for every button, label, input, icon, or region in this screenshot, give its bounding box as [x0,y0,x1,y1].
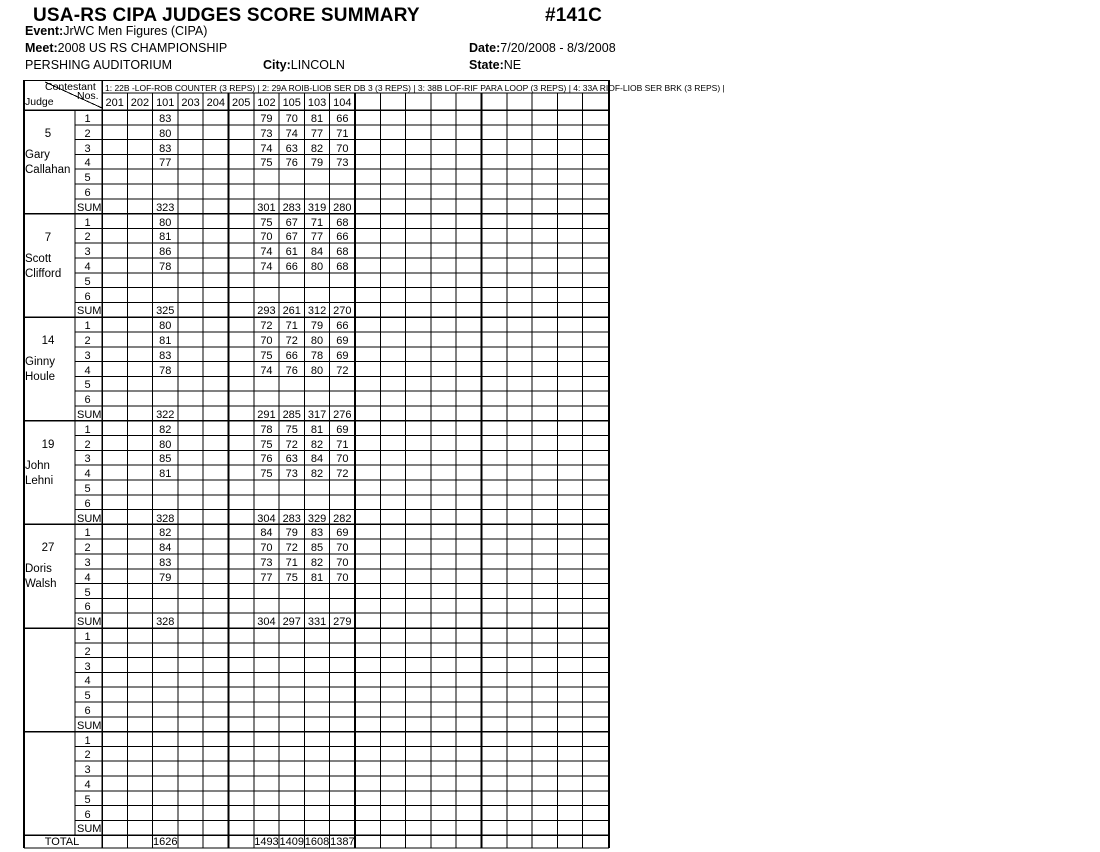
judge-number: 27 [41,542,55,555]
score-cell: 83 [159,114,172,125]
score-cell: 82 [310,439,324,451]
judge-last-name: Walsh [25,578,57,591]
score-cell: 80 [159,321,172,333]
figure-row-label: 5 [84,276,91,288]
score-cell: 71 [285,321,298,333]
score-cell: 69 [336,528,349,540]
figure-row-label: 4 [84,676,91,688]
sum-score-cell: 319 [307,202,327,214]
score-cell: 79 [310,321,324,333]
score-cell: 75 [285,572,298,584]
total-score-cell: 1626 [153,837,178,849]
score-cell: 75 [260,158,273,170]
figure-row-label: 3 [84,350,91,362]
score-cell: 73 [285,469,298,481]
sheet-title: USA-RS CIPA JUDGES SCORE SUMMARY [33,5,420,26]
judge-first-name: Ginny [25,356,56,369]
judge-number: 5 [44,128,52,140]
judge-first-name: Doris [25,563,52,576]
score-cell: 77 [159,158,172,170]
figure-row-label: 6 [84,809,91,821]
score-cell: 77 [260,572,273,584]
score-cell: 63 [285,454,298,466]
total-score-cell: 1387 [330,837,355,849]
figure-row-label: 2 [84,336,91,347]
sum-score-cell: 323 [156,202,175,214]
score-cell: 84 [159,543,172,555]
figure-row-label: 2 [84,128,91,140]
sum-row-label: SUM [77,306,102,318]
contestant-number: 103 [307,98,327,109]
figure-row-label: 6 [84,498,91,510]
figure-row-label: 4 [84,365,91,377]
score-cell: 84 [310,247,324,259]
figure-row-label: 1 [84,217,91,229]
figure-row-label: 6 [84,602,91,614]
figure-row-label: 1 [84,632,91,643]
sum-score-cell: 328 [156,617,175,629]
score-cell: 68 [336,217,349,229]
sum-score-cell: 283 [282,513,301,525]
sum-score-cell: 276 [333,410,352,421]
city-label: City: [263,58,291,72]
score-cell: 71 [285,558,298,569]
score-cell: 78 [159,262,172,273]
state-line [469,58,521,72]
judge-name [25,148,70,178]
score-cell: 61 [285,247,298,259]
score-cell: 70 [260,543,273,555]
score-cell: 79 [260,114,273,125]
figure-row-label: 3 [84,765,91,777]
score-cell: 74 [260,365,273,377]
score-cell: 81 [159,232,172,244]
sum-row-label: SUM [77,410,102,421]
score-cell: 72 [336,469,349,481]
contestant-number: 202 [130,98,150,109]
state-value: NE [503,58,522,72]
score-cell: 82 [159,424,172,436]
score-cell: 80 [159,217,172,229]
sum-score-cell: 317 [307,410,327,421]
score-cell: 74 [260,247,273,259]
score-cell: 72 [260,321,273,333]
score-cell: 71 [336,128,349,140]
contestant-number: 205 [231,98,251,109]
score-cell: 72 [285,439,298,451]
judge-name [25,459,53,489]
sum-score-cell: 293 [257,306,276,318]
score-cell: 70 [336,143,349,155]
contestant-number: 203 [181,98,200,109]
judge-name [25,355,55,385]
judge-last-name: Clifford [25,267,62,280]
score-cell: 79 [310,158,324,170]
score-cell: 83 [159,350,172,362]
score-cell: 80 [310,262,324,273]
score-cell: 75 [260,439,273,451]
figure-row-label: 4 [84,780,91,791]
sum-score-cell: 322 [156,410,175,421]
score-cell: 81 [310,114,324,125]
venue: PERSHING AUDITORIUM [25,58,173,72]
score-cell: 74 [260,262,273,273]
score-cell: 66 [285,350,298,362]
sum-score-cell: 280 [333,202,352,214]
figure-row-label: 6 [84,395,91,407]
sum-row-label: SUM [77,720,102,732]
score-cell: 82 [159,528,172,540]
figure-row-label: 4 [84,158,91,170]
score-cell: 84 [260,528,273,540]
score-cell: 72 [285,543,298,555]
score-cell: 78 [260,424,273,436]
score-cell: 67 [285,217,298,229]
sum-row-label: SUM [77,202,102,214]
score-cell: 69 [336,336,349,347]
contestant-number: 105 [282,98,301,109]
sheet-number: #141C [545,5,602,26]
figure-row-label: 3 [84,143,91,155]
contestant-number: 204 [206,98,226,109]
score-cell: 70 [260,232,273,244]
score-cell: 69 [336,424,349,436]
score-cell: 70 [285,114,298,125]
event-line [25,24,207,38]
figure-row-label: 2 [84,232,91,244]
score-cell: 78 [310,350,324,362]
figure-row-label: 4 [84,469,91,481]
corner-nos-label: Nos. [77,90,99,102]
date-value: 7/20/2008 - 8/3/2008 [500,41,616,55]
figure-row-label: 6 [84,706,91,717]
score-cell: 75 [260,350,273,362]
figures-legend: 1: 22B -LOF-ROB COUNTER (3 REPS) | 2: 29A ROIB-LIOB SER DB 3 (3 REPS) | 3: 38B LOF-RIF PARA LOOP (3 REPS) | 4: 33A RIOF-LIOB SER BRK (3 REPS) | [105,83,725,93]
score-cell: 70 [336,454,349,466]
score-cell: 76 [260,454,273,466]
sum-score-cell: 301 [257,202,276,214]
score-cell: 85 [310,543,324,555]
sum-score-cell: 304 [257,513,276,525]
score-cell: 63 [285,143,298,155]
score-cell: 73 [336,158,349,170]
total-score-cell: 1608 [304,837,330,849]
figure-row-label: 4 [84,572,91,584]
score-cell: 68 [336,247,349,259]
figure-row-label: 5 [84,380,91,392]
meet-value: 2008 US RS CHAMPIONSHIP [57,41,228,55]
score-cell: 70 [336,543,349,555]
judge-last-name: Callahan [25,164,71,176]
meet-line [25,41,227,55]
score-cell: 75 [260,217,273,229]
figure-row-label: 5 [84,691,91,703]
score-cell: 81 [159,336,172,347]
figure-row-label: 5 [84,794,91,806]
sum-row-label: SUM [77,617,102,629]
judge-first-name: Scott [25,252,52,265]
sum-score-cell: 297 [282,617,301,629]
score-cell: 70 [336,558,349,569]
judge-number: 19 [41,438,55,451]
figure-row-label: 3 [84,454,91,466]
score-cell: 72 [285,336,298,347]
score-cell: 76 [285,158,298,170]
sum-score-cell: 282 [333,513,352,525]
sum-score-cell: 329 [307,513,327,525]
score-cell: 73 [260,128,273,140]
score-cell: 84 [310,454,324,466]
judge-last-name: Houle [25,371,56,384]
figure-row-label: 3 [84,558,91,569]
score-cell: 70 [260,336,273,347]
sum-score-cell: 325 [156,306,175,318]
score-cell: 67 [285,232,298,244]
corner-contestant-label: Contestant [45,81,96,93]
contestant-number: 104 [333,98,352,109]
figure-row-label: 3 [84,247,91,259]
figure-row-label: 1 [84,114,91,125]
score-cell: 85 [159,454,172,466]
score-cell: 71 [336,439,349,451]
sum-score-cell: 285 [282,410,301,421]
sum-score-cell: 304 [257,617,276,629]
score-cell: 77 [310,128,324,140]
sum-score-cell: 279 [333,617,352,629]
contestant-number: 201 [105,98,124,109]
score-cell: 72 [336,365,349,377]
figure-row-label: 6 [84,291,91,303]
sum-score-cell: 283 [282,202,301,214]
score-cell: 66 [336,232,349,244]
figure-row-label: 2 [84,439,91,451]
score-cell: 70 [336,572,349,584]
judge-last-name: Lehni [25,474,54,487]
judge-name [25,562,57,592]
figure-row-label: 4 [84,262,91,273]
score-cell: 81 [159,469,172,481]
total-label: TOTAL [44,837,80,849]
score-cell: 83 [159,558,172,569]
figure-row-label: 5 [84,587,91,599]
judge-first-name: Gary [25,149,50,161]
contestant-number: 101 [156,98,175,109]
judge-number: 14 [41,335,55,348]
score-cell: 69 [336,350,349,362]
sum-row-label: SUM [77,824,102,836]
judge-number: 7 [44,231,52,244]
contestant-number: 102 [257,98,276,109]
score-cell: 79 [159,572,172,584]
score-cell: 82 [310,558,324,569]
score-cell: 73 [260,558,273,569]
score-cell: 75 [285,424,298,436]
score-cell: 80 [310,336,324,347]
sum-score-cell: 328 [156,513,175,525]
date-line [469,41,616,55]
figure-row-label: 6 [84,188,91,199]
sum-score-cell: 261 [282,306,301,318]
table-grid-lines [23,80,613,852]
corner-judge-label: Judge [25,96,54,108]
score-cell: 66 [336,321,349,333]
sum-score-cell: 312 [307,306,327,318]
score-cell: 81 [310,572,324,584]
total-score-cell: 1493 [254,837,279,849]
judge-name [25,252,61,282]
score-cell: 78 [159,365,172,377]
figure-row-label: 2 [84,646,91,658]
score-cell: 81 [310,424,324,436]
figure-row-label: 5 [84,173,91,185]
score-cell: 71 [310,217,324,229]
meet-label: Meet: [25,41,58,55]
score-cell: 80 [310,365,324,377]
score-cell: 80 [159,128,172,140]
sum-row-label: SUM [77,513,102,525]
city-value: LINCOLN [290,58,345,72]
figure-row-label: 1 [84,424,91,436]
city-line [263,58,345,72]
figure-row-label: 1 [84,321,91,333]
score-cell: 68 [336,262,349,273]
figure-row-label: 2 [84,543,91,555]
score-cell: 76 [285,365,298,377]
score-cell: 82 [310,469,324,481]
score-cell: 75 [260,469,273,481]
sum-score-cell: 270 [333,306,352,318]
score-cell: 86 [159,247,172,259]
score-cell: 77 [310,232,324,244]
sum-score-cell: 331 [307,617,327,629]
score-cell: 74 [285,128,298,140]
sum-score-cell: 291 [257,410,276,421]
score-cell: 82 [310,143,324,155]
total-score-cell: 1409 [279,837,304,849]
score-cell: 79 [285,528,298,540]
figure-row-label: 5 [84,484,91,495]
score-cell: 83 [310,528,324,540]
event-value: JrWC Men Figures (CIPA) [63,24,208,38]
figure-row-label: 1 [84,528,91,540]
score-cell: 80 [159,439,172,451]
figure-row-label: 2 [84,750,91,762]
judge-first-name: John [25,459,50,472]
figure-row-label: 3 [84,661,91,673]
score-cell: 66 [285,262,298,273]
score-cell: 74 [260,143,273,155]
score-cell: 66 [336,114,349,125]
state-label: State: [469,58,504,72]
score-cell: 83 [159,143,172,155]
figure-row-label: 1 [84,735,91,747]
date-label: Date: [469,41,501,55]
event-label: Event: [25,24,64,38]
